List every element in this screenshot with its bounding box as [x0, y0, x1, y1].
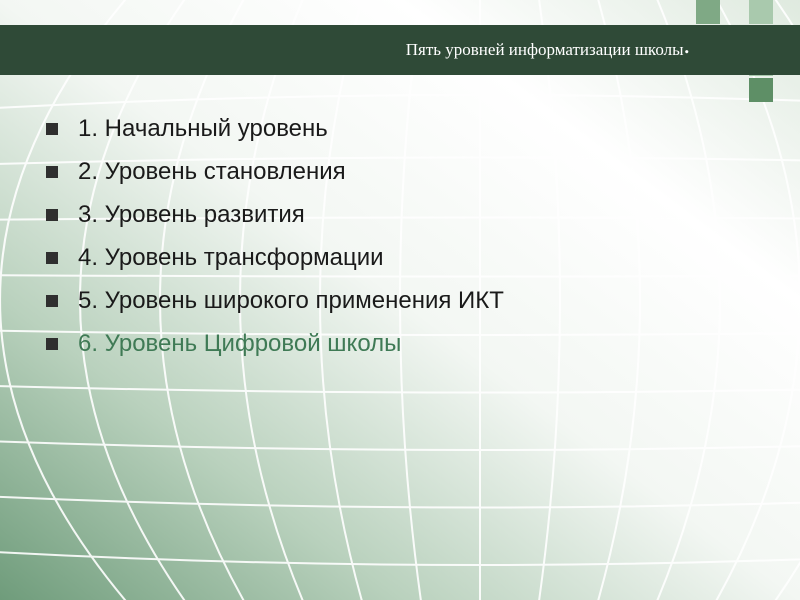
list-item	[46, 150, 504, 193]
slide-title-period: .	[683, 30, 690, 59]
slide-title-container	[0, 25, 690, 75]
square-bullet-icon	[46, 338, 58, 350]
decor-square-1	[696, 0, 720, 24]
slide-title: Пять уровней информатизации школы	[405, 40, 684, 59]
square-bullet-icon	[46, 209, 58, 221]
level-label-highlighted: 6. Уровень Цифровой школы	[78, 329, 402, 357]
square-bullet-icon	[46, 166, 58, 178]
level-label: 4. Уровень трансформации	[78, 243, 384, 271]
list-item	[46, 236, 504, 279]
level-label: 3. Уровень развития	[78, 200, 305, 228]
levels-list	[46, 107, 504, 365]
list-item	[46, 322, 504, 365]
square-bullet-icon	[46, 123, 58, 135]
square-bullet-icon	[46, 295, 58, 307]
level-label: 5. Уровень широкого применения ИКТ	[78, 286, 504, 314]
decor-square-2	[749, 0, 773, 24]
level-label: 2. Уровень становления	[78, 157, 346, 185]
list-item	[46, 279, 504, 322]
list-item	[46, 193, 504, 236]
square-bullet-icon	[46, 252, 58, 264]
list-item	[46, 107, 504, 150]
decor-square-7	[749, 78, 773, 102]
level-label: 1. Начальный уровень	[78, 114, 328, 142]
